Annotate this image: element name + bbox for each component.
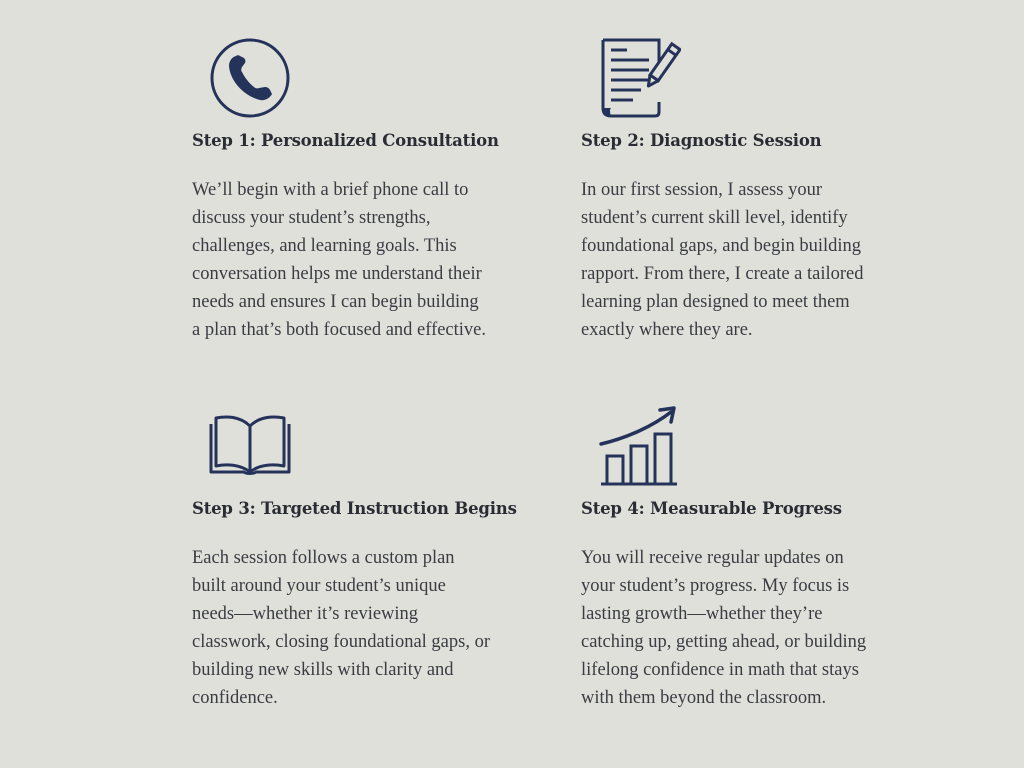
step-description: You will receive regular updates on your student’s progress. My focus is lasting growth—whether they’re catching up, getting ahead, or building lifelong confidence in math that stays with them beyond the classroom.	[581, 548, 867, 708]
step-description: Each session follows a custom plan built around your student’s unique needs—whether it’s reviewing classwork, closing foundational gaps, or building new skills with clarity and confidence.	[192, 548, 490, 708]
growth-chart-icon	[597, 404, 681, 488]
step-title: Step 1: Personalized Consultation	[192, 131, 499, 150]
step-title: Step 2: Diagnostic Session	[581, 131, 822, 150]
phone-icon	[208, 36, 292, 120]
step-description: We’ll begin with a brief phone call to discuss your student’s strengths, challenges, and learning goals. This conversation helps me understand their needs and ensures I can begin building a plan that’s both focused and effective.	[192, 180, 487, 340]
step-description: In our first session, I assess your student’s current skill level, identify foundational gaps, and begin building rapport. From there, I create a tailored learning plan designed to meet them exactly where they are.	[581, 180, 864, 340]
step-title: Step 3: Targeted Instruction Begins	[192, 499, 517, 518]
document-pencil-icon	[597, 36, 681, 120]
open-book-icon	[208, 404, 292, 488]
step-title: Step 4: Measurable Progress	[581, 499, 842, 518]
